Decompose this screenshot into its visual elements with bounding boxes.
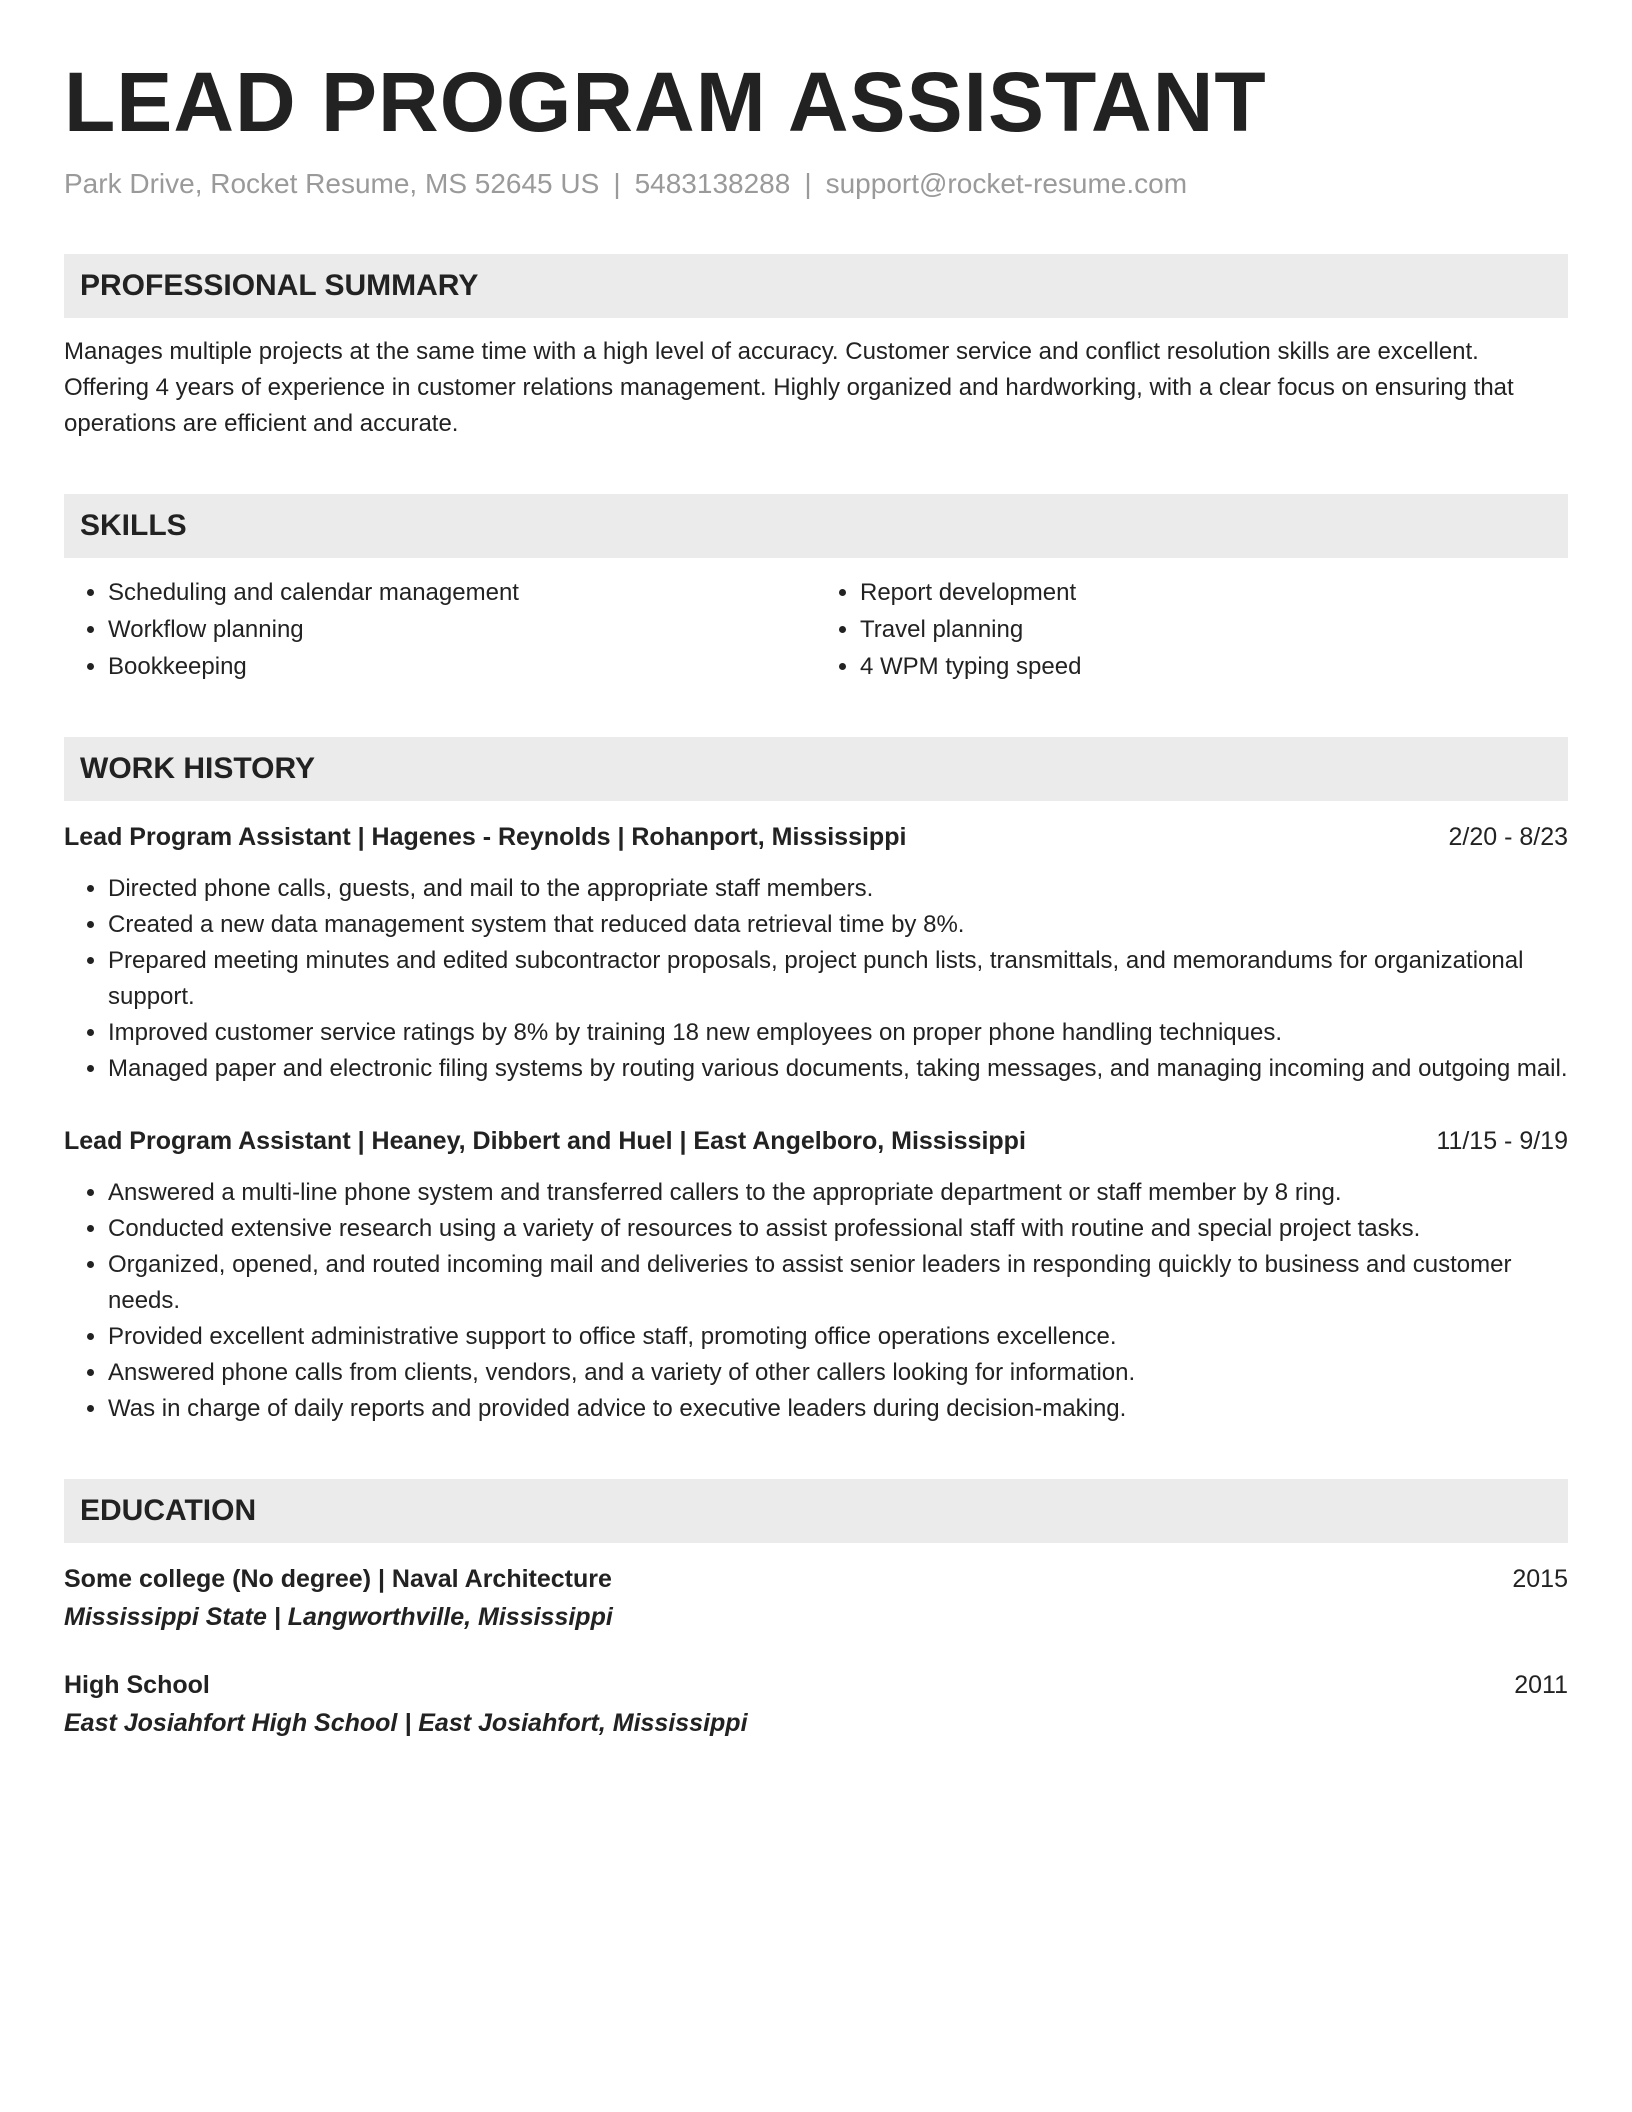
skill-item: • Scheduling and calendar management	[108, 574, 816, 611]
contact-separator: |	[613, 168, 621, 199]
job-bullets	[64, 871, 1568, 1087]
phone: 5483138288	[634, 168, 791, 199]
skill-item: • 4 WPM typing speed	[860, 648, 1568, 685]
job-bullet: • Improved customer service ratings by 8% by training 18 new employees on proper phone handling techniques.	[108, 1015, 1568, 1051]
education-school: East Josiahfort High School | East Josiahfort, Mississippi	[64, 1709, 748, 1737]
education-header	[64, 1667, 1568, 1703]
education-school: Mississippi State | Langworthville, Mississippi	[64, 1603, 613, 1631]
job-bullet: • Created a new data management system that reduced data retrieval time by 8%.	[108, 907, 1568, 943]
education-degree: Some college (No degree) | Naval Architecture	[64, 1565, 612, 1593]
job-bullet: • Answered a multi-line phone system and transferred callers to the appropriate department or staff member by 8 ring.	[108, 1175, 1568, 1211]
work-history-heading: WORK HISTORY	[64, 737, 1568, 801]
email: support@rocket-resume.com	[825, 168, 1188, 199]
contact-line	[64, 166, 1568, 202]
job-header	[64, 1123, 1568, 1159]
skills-heading: SKILLS	[64, 494, 1568, 558]
address: Park Drive, Rocket Resume, MS 52645 US	[64, 168, 600, 199]
job-title: Lead Program Assistant | Heaney, Dibbert and Huel | East Angelboro, Mississippi	[64, 1127, 1026, 1155]
skill-item: • Bookkeeping	[108, 648, 816, 685]
skills-column-left	[64, 574, 816, 685]
summary-heading: PROFESSIONAL SUMMARY	[64, 254, 1568, 318]
job-dates: 2/20 - 8/23	[1448, 823, 1568, 851]
summary-text: Manages multiple projects at the same time with a high level of accuracy. Customer service and conflict resolution skills are excellent. Offering 4 years of experience in customer relations management. Highly organized and hardworking, with a clear focus on ensuring that operations are efficient and accurate.	[64, 338, 1514, 437]
job-header	[64, 819, 1568, 855]
job-bullet: • Was in charge of daily reports and provided advice to executive leaders during decision-making.	[108, 1391, 1568, 1427]
job-bullet: • Conducted extensive research using a variety of resources to assist professional staff with routine and special project tasks.	[108, 1211, 1568, 1247]
education-heading: EDUCATION	[64, 1479, 1568, 1543]
job-bullets	[64, 1175, 1568, 1427]
education-year: 2011	[1514, 1671, 1568, 1699]
education-header	[64, 1561, 1568, 1597]
skills-column-right	[816, 574, 1568, 685]
education-entry	[64, 1667, 1568, 1743]
skill-item: • Workflow planning	[108, 611, 816, 648]
job-bullet: • Managed paper and electronic filing systems by routing various documents, taking messages, and managing incoming and outgoing mail.	[108, 1051, 1568, 1087]
candidate-name: LEAD PROGRAM ASSISTANT	[64, 55, 1267, 149]
contact-separator: |	[804, 168, 812, 199]
skill-item: • Report development	[860, 574, 1568, 611]
job-dates: 11/15 - 9/19	[1436, 1127, 1568, 1155]
job-entry	[64, 819, 1568, 1087]
skills-list	[64, 574, 1568, 685]
job-bullet: • Organized, opened, and routed incoming mail and deliveries to assist senior leaders in responding quickly to business and customer needs.	[108, 1247, 1568, 1319]
education-year: 2015	[1512, 1565, 1568, 1593]
job-bullet: • Provided excellent administrative support to office staff, promoting office operations excellence.	[108, 1319, 1568, 1355]
skill-item: • Travel planning	[860, 611, 1568, 648]
job-bullet: • Prepared meeting minutes and edited subcontractor proposals, project punch lists, transmittals, and memorandums for organizational support.	[108, 943, 1568, 1015]
job-bullet: • Answered phone calls from clients, vendors, and a variety of other callers looking for information.	[108, 1355, 1568, 1391]
job-bullet: • Directed phone calls, guests, and mail to the appropriate staff members.	[108, 871, 1568, 907]
job-entry	[64, 1123, 1568, 1427]
job-title: Lead Program Assistant | Hagenes - Reynolds | Rohanport, Mississippi	[64, 823, 907, 851]
education-entry	[64, 1561, 1568, 1637]
education-degree: High School	[64, 1671, 210, 1699]
